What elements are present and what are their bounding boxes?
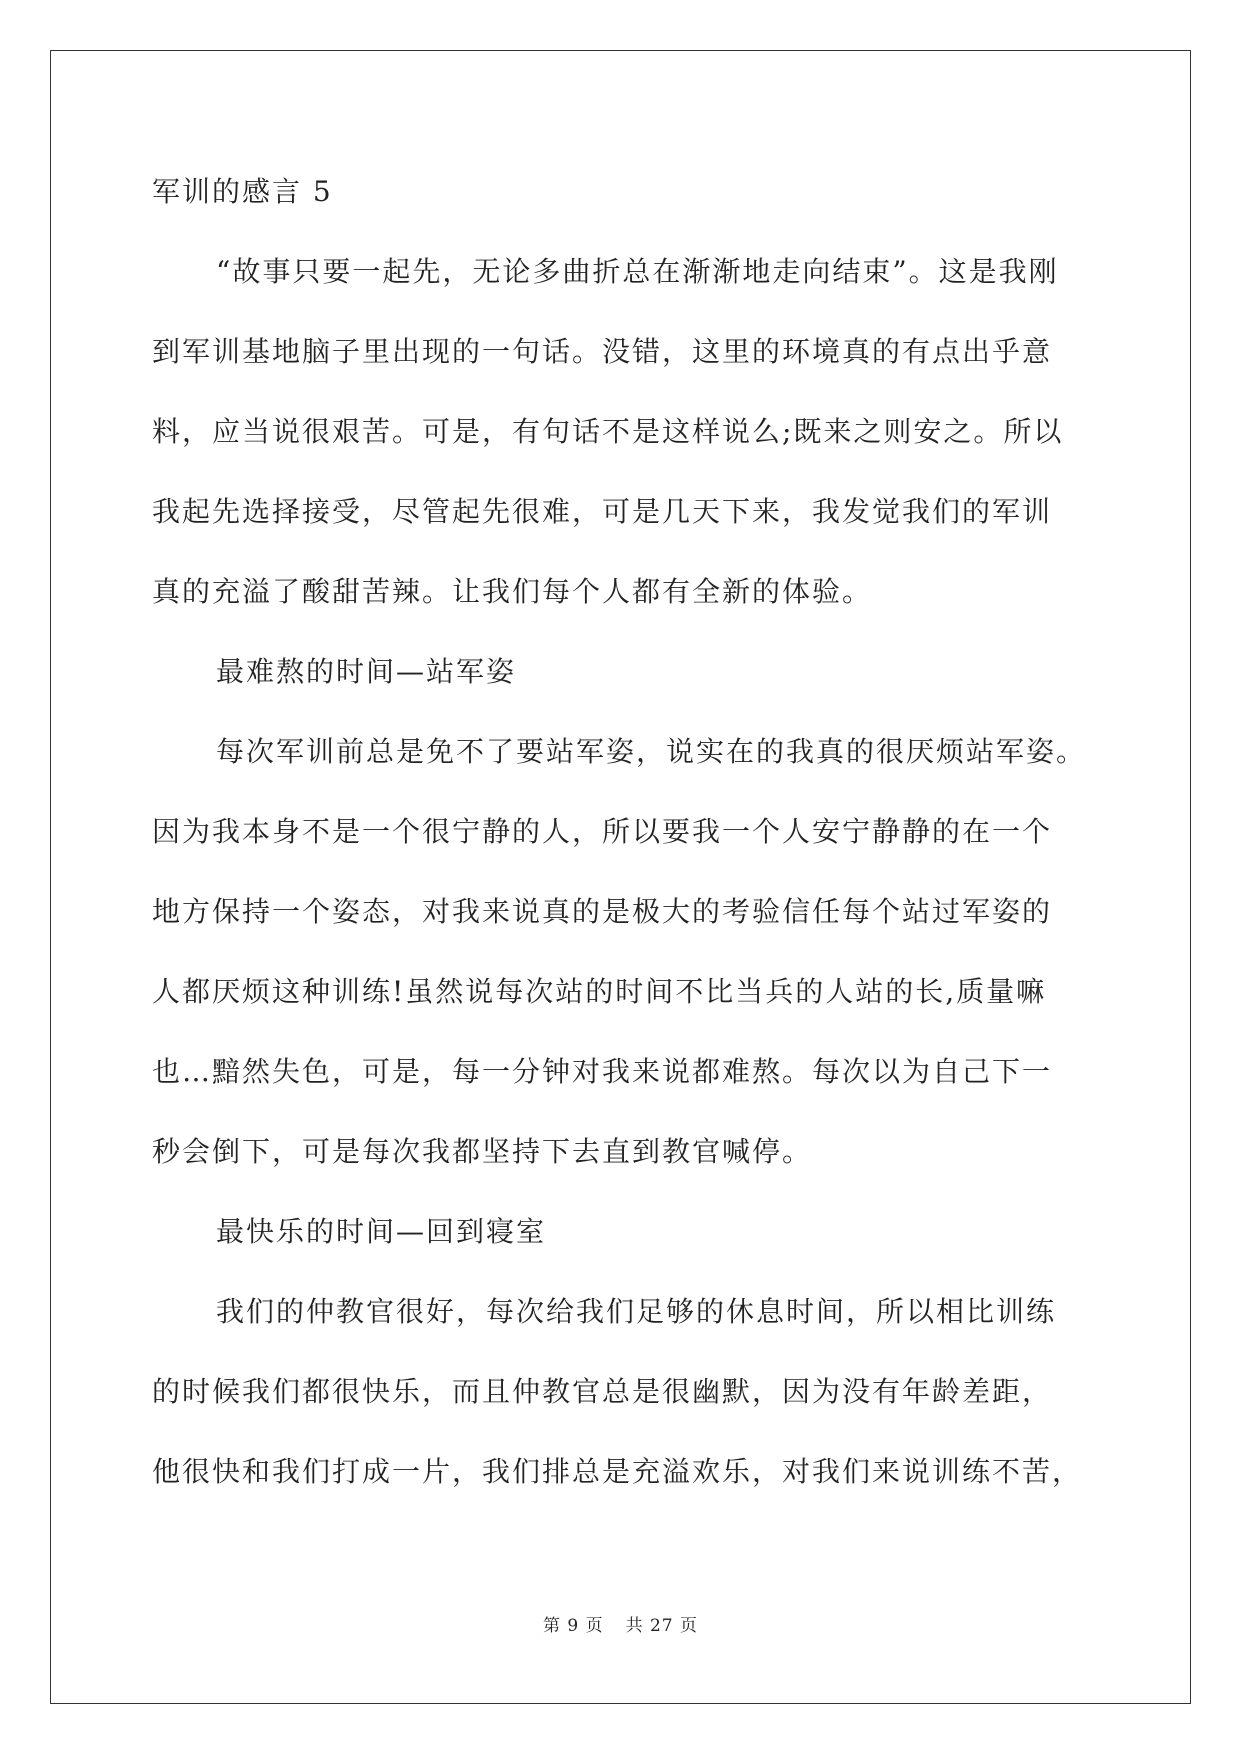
paragraph-line: 料，应当说很艰苦。可是，有句话不是这样说么;既来之则安之。所以 (152, 415, 1064, 448)
paragraph-line: 真的充溢了酸甜苦辣。让我们每个人都有全新的体验。 (152, 575, 873, 608)
paragraph-line: 他很快和我们打成一片，我们排总是充溢欢乐，对我们来说训练不苦， (152, 1455, 1083, 1488)
document-body (152, 152, 1092, 1512)
paragraph-line: 我们的仲教官很好，每次给我们足够的休息时间，所以相比训练 (216, 1295, 1057, 1328)
document-title: 军训的感言 5 (152, 175, 333, 208)
paragraph-line: 到军训基地脑子里出现的一句话。没错，这里的环境真的有点出乎意 (152, 335, 1053, 368)
paragraph-line: 的时候我们都很快乐，而且仲教官总是很幽默，因为没有年龄差距， (152, 1375, 1053, 1408)
page-number: 第 9 页 (542, 1616, 604, 1636)
paragraph-line: 因为我本身不是一个很宁静的人，所以要我一个人安宁静静的在一个 (152, 815, 1053, 848)
paragraph-line: 地方保持一个姿态，对我来说真的是极大的考验信任每个站过军姿的 (152, 895, 1053, 928)
paragraph-line: “故事只要一起先，无论多曲折总在渐渐地走向结束”。这是我刚 (216, 255, 1059, 288)
paragraph-line: 也…黯然失色，可是，每一分钟对我来说都难熬。每次以为自己下一 (152, 1055, 1053, 1088)
paragraph-line: 每次军训前总是免不了要站军姿，说实在的我真的很厌烦站军姿。 (216, 735, 1087, 768)
page-footer (0, 1611, 1241, 1636)
paragraph-line: 秒会倒下，可是每次我都坚持下去直到教官喊停。 (152, 1135, 813, 1168)
paragraph-line: 我起先选择接受，尽管起先很难，可是几天下来，我发觉我们的军训 (152, 495, 1053, 528)
section-heading: 最难熬的时间—站军姿 (216, 655, 517, 688)
paragraph-line: 人都厌烦这种训练!虽然说每次站的时间不比当兵的人站的长,质量嘛 (152, 975, 1047, 1008)
section-heading: 最快乐的时间—回到寝室 (216, 1215, 547, 1248)
page-total: 共 27 页 (625, 1616, 699, 1636)
